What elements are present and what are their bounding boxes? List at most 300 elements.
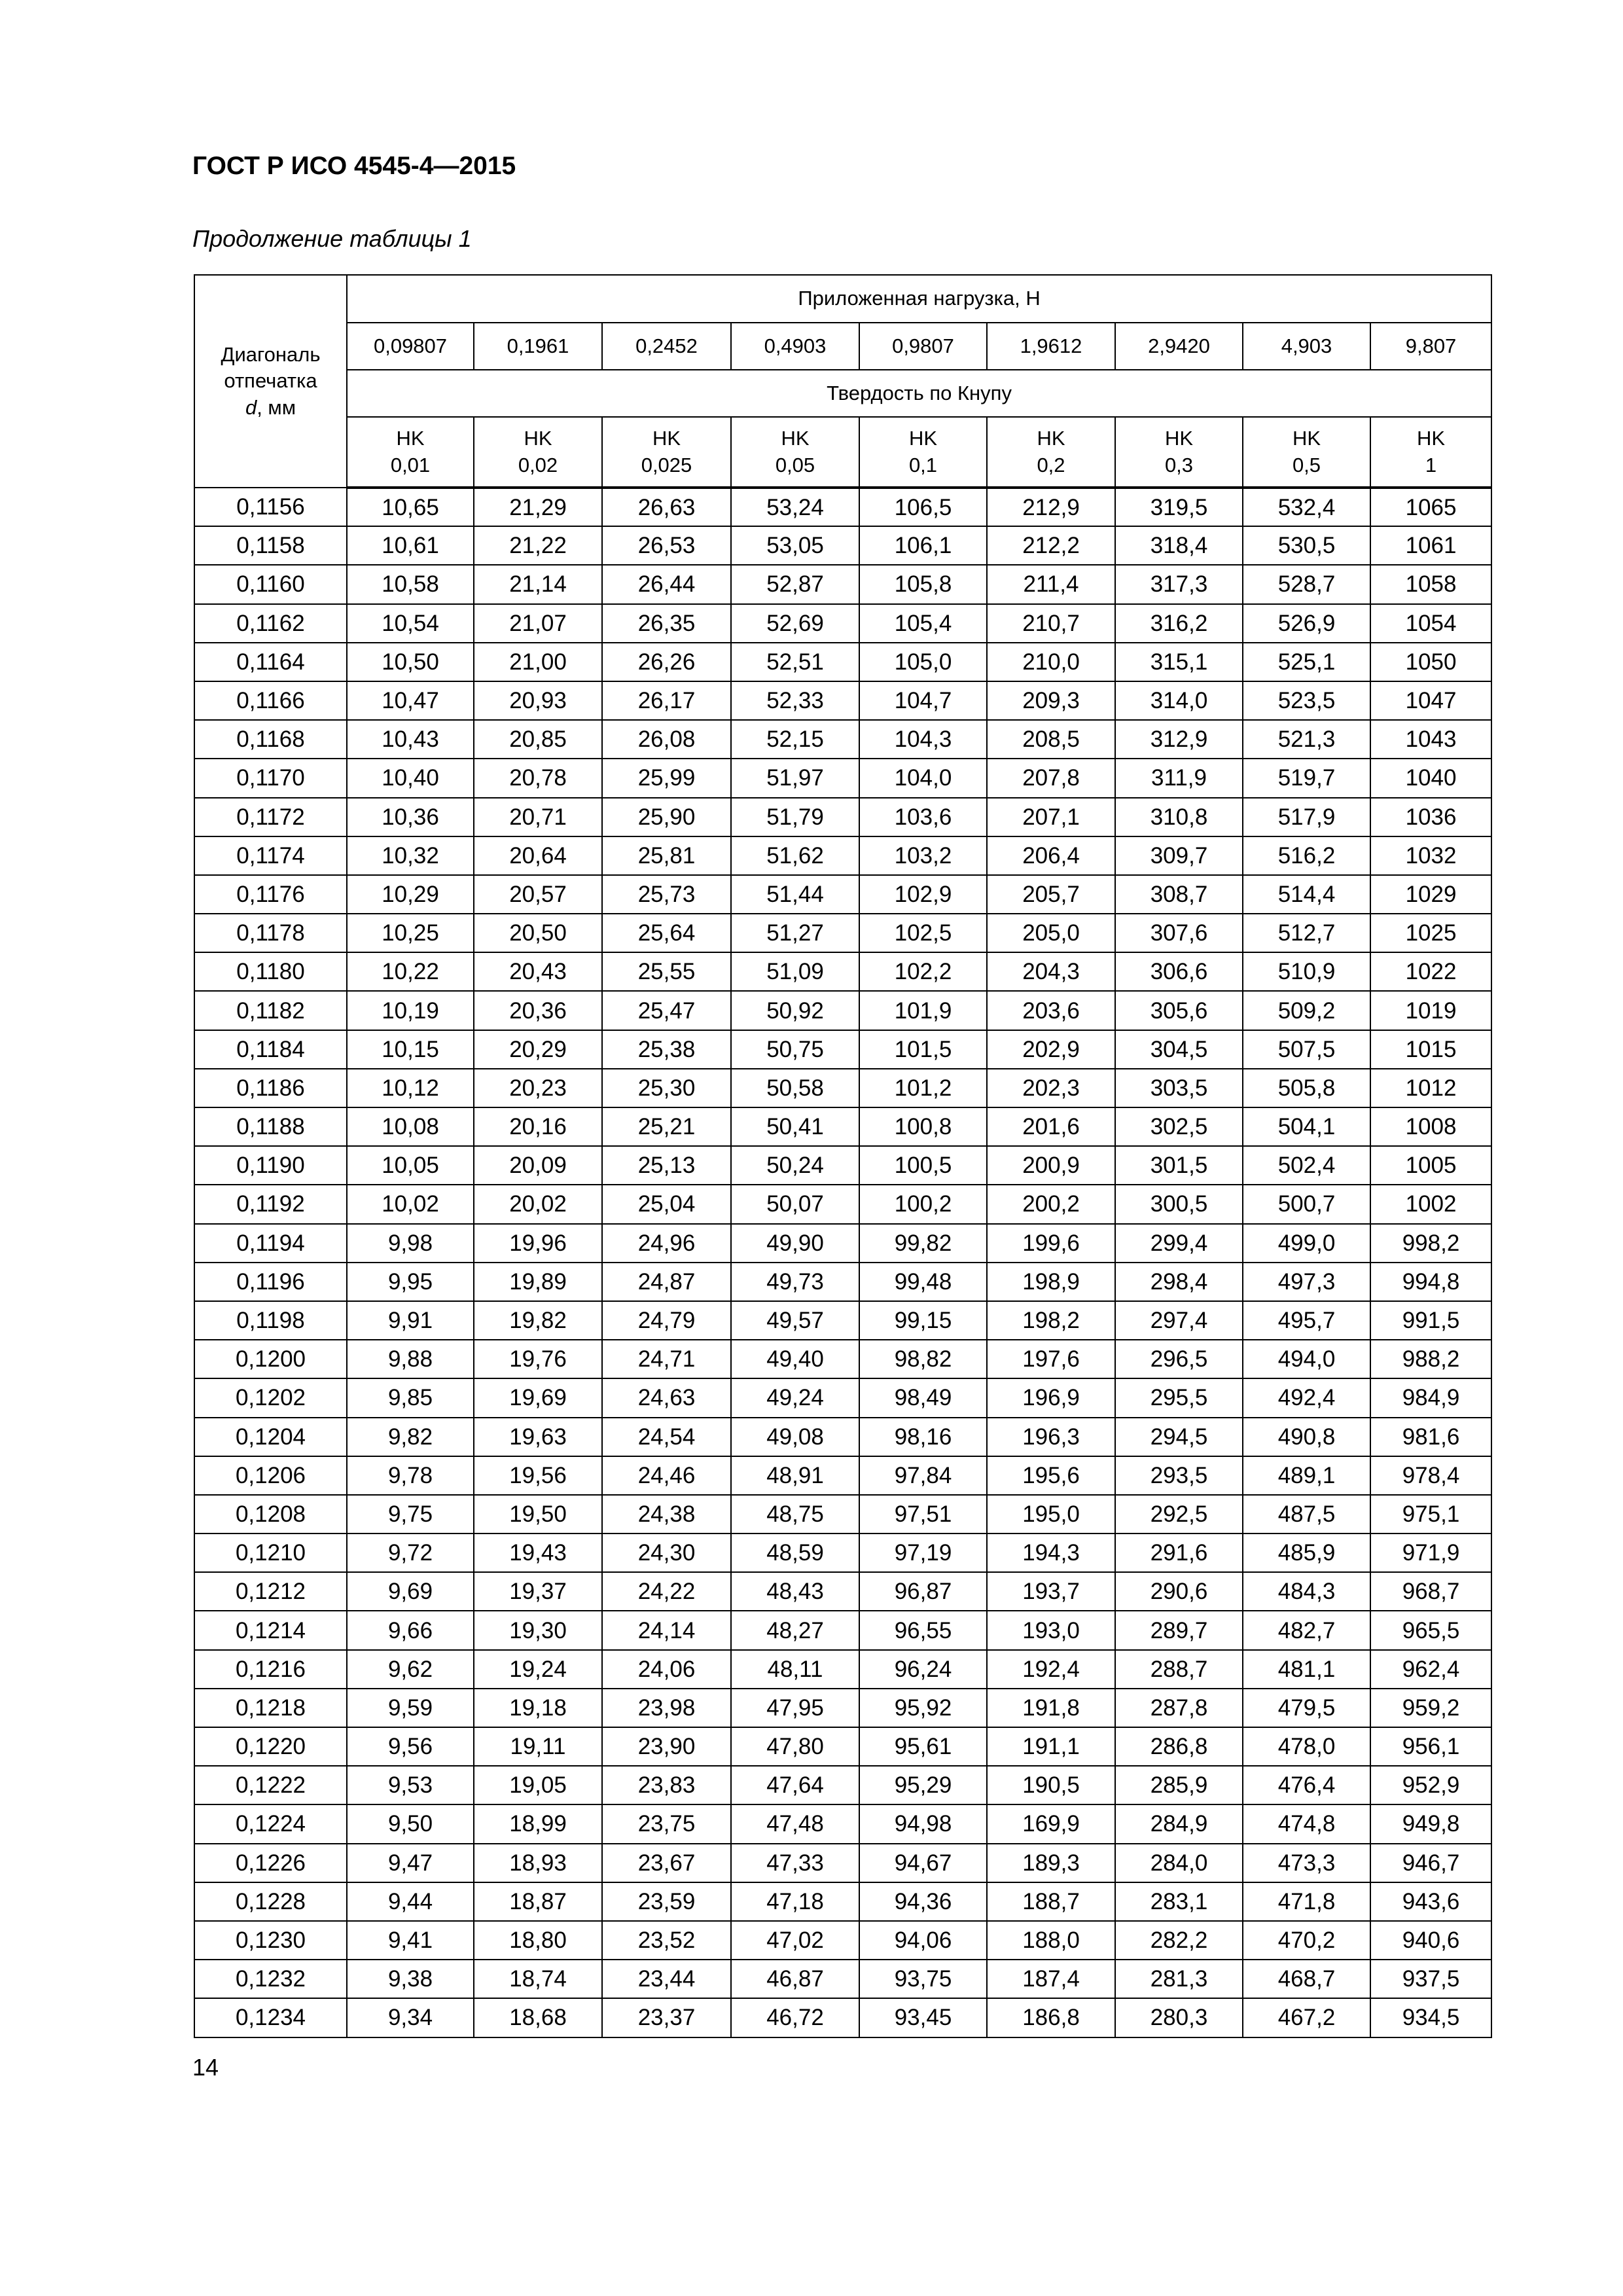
hardness-cell: 959,2 [1370, 1689, 1491, 1727]
diagonal-cell: 0,1216 [194, 1650, 347, 1689]
hardness-cell: 998,2 [1370, 1224, 1491, 1263]
diagonal-cell: 0,1218 [194, 1689, 347, 1727]
hardness-cell: 104,0 [859, 759, 987, 797]
hardness-cell: 962,4 [1370, 1650, 1491, 1689]
hardness-cell: 209,3 [987, 681, 1115, 720]
hardness-cell: 48,91 [731, 1456, 859, 1495]
diagonal-cell: 0,1176 [194, 875, 347, 914]
hardness-cell: 106,5 [859, 488, 987, 526]
hardness-cell: 49,08 [731, 1418, 859, 1456]
diagonal-cell: 0,1168 [194, 720, 347, 759]
hardness-cell: 51,62 [731, 836, 859, 875]
table-row [194, 643, 1491, 681]
hardness-cell: 48,11 [731, 1650, 859, 1689]
hardness-cell: 51,44 [731, 875, 859, 914]
hardness-cell: 48,27 [731, 1611, 859, 1649]
hardness-cell: 99,48 [859, 1263, 987, 1301]
hardness-cell: 19,30 [474, 1611, 602, 1649]
diagonal-cell: 0,1210 [194, 1534, 347, 1572]
hardness-cell: 468,7 [1243, 1960, 1370, 1998]
table-row [194, 1844, 1491, 1882]
diagonal-cell: 0,1212 [194, 1572, 347, 1611]
hardness-cell: 10,58 [347, 565, 474, 603]
hk-scale-cell [347, 417, 474, 488]
diagonal-cell: 0,1186 [194, 1069, 347, 1107]
table-row [194, 1727, 1491, 1766]
hardness-cell: 24,06 [602, 1650, 731, 1689]
hardness-cell: 1002 [1370, 1185, 1491, 1223]
hardness-cell: 47,64 [731, 1766, 859, 1804]
hardness-cell: 21,22 [474, 526, 602, 565]
hardness-cell: 975,1 [1370, 1495, 1491, 1534]
table-row [194, 1146, 1491, 1185]
hardness-cell: 200,9 [987, 1146, 1115, 1185]
hardness-cell: 301,5 [1115, 1146, 1243, 1185]
hardness-cell: 10,40 [347, 759, 474, 797]
table-row [194, 1030, 1491, 1069]
hardness-cell: 23,90 [602, 1727, 731, 1766]
hardness-cell: 307,6 [1115, 914, 1243, 952]
hardness-cell: 1040 [1370, 759, 1491, 797]
hardness-scales-row [194, 417, 1491, 488]
hardness-cell: 96,55 [859, 1611, 987, 1649]
hardness-cell: 9,91 [347, 1301, 474, 1340]
hardness-cell: 196,9 [987, 1378, 1115, 1417]
hardness-cell: 21,29 [474, 488, 602, 526]
hardness-cell: 24,71 [602, 1340, 731, 1378]
diagonal-cell: 0,1158 [194, 526, 347, 565]
table-row [194, 1882, 1491, 1921]
hardness-cell: 297,4 [1115, 1301, 1243, 1340]
diagonal-header-line2: отпечатка [224, 369, 317, 393]
hardness-cell: 50,92 [731, 991, 859, 1030]
hardness-cell: 101,5 [859, 1030, 987, 1069]
hardness-cell: 47,02 [731, 1921, 859, 1960]
hardness-cell: 195,0 [987, 1495, 1115, 1534]
hardness-cell: 212,9 [987, 488, 1115, 526]
hk-scale-symbol: HK [652, 427, 681, 450]
hardness-cell: 978,4 [1370, 1456, 1491, 1495]
diagonal-cell: 0,1202 [194, 1378, 347, 1417]
hardness-cell: 310,8 [1115, 798, 1243, 836]
hardness-cell: 102,5 [859, 914, 987, 952]
hardness-cell: 25,04 [602, 1185, 731, 1223]
table-row [194, 1921, 1491, 1960]
hardness-cell: 940,6 [1370, 1921, 1491, 1960]
hardness-cell: 10,47 [347, 681, 474, 720]
hk-scale-cell [474, 417, 602, 488]
hardness-cell: 497,3 [1243, 1263, 1370, 1301]
table-row [194, 1804, 1491, 1843]
hardness-cell: 23,59 [602, 1882, 731, 1921]
hardness-cell: 9,53 [347, 1766, 474, 1804]
hardness-cell: 10,12 [347, 1069, 474, 1107]
hardness-cell: 46,72 [731, 1998, 859, 2037]
table-row [194, 1650, 1491, 1689]
hk-scale-symbol: HK [1037, 427, 1065, 450]
hardness-cell: 10,22 [347, 952, 474, 991]
hardness-cell: 53,24 [731, 488, 859, 526]
hardness-cell: 19,89 [474, 1263, 602, 1301]
diagonal-cell: 0,1164 [194, 643, 347, 681]
hardness-cell: 988,2 [1370, 1340, 1491, 1378]
applied-load-header: Приложенная нагрузка, Н [347, 275, 1491, 323]
hardness-cell: 304,5 [1115, 1030, 1243, 1069]
table-row [194, 836, 1491, 875]
hardness-cell: 505,8 [1243, 1069, 1370, 1107]
hardness-cell: 46,87 [731, 1960, 859, 1998]
hardness-cell: 20,50 [474, 914, 602, 952]
hardness-cell: 10,50 [347, 643, 474, 681]
hardness-cell: 507,5 [1243, 1030, 1370, 1069]
diagonal-cell: 0,1190 [194, 1146, 347, 1185]
hk-scale-cell [731, 417, 859, 488]
hk-scale-symbol: HK [396, 427, 425, 450]
diagonal-cell: 0,1196 [194, 1263, 347, 1301]
hardness-cell: 202,3 [987, 1069, 1115, 1107]
hardness-cell: 292,5 [1115, 1495, 1243, 1534]
hardness-cell: 984,9 [1370, 1378, 1491, 1417]
hardness-cell: 101,9 [859, 991, 987, 1030]
hardness-cell: 210,0 [987, 643, 1115, 681]
table-row [194, 1418, 1491, 1456]
hardness-cell: 102,9 [859, 875, 987, 914]
diagonal-cell: 0,1192 [194, 1185, 347, 1223]
hardness-cell: 288,7 [1115, 1650, 1243, 1689]
diagonal-cell: 0,1198 [194, 1301, 347, 1340]
diagonal-cell: 0,1224 [194, 1804, 347, 1843]
hardness-cell: 99,15 [859, 1301, 987, 1340]
hardness-cell: 9,78 [347, 1456, 474, 1495]
hardness-cell: 516,2 [1243, 836, 1370, 875]
hardness-cell: 193,0 [987, 1611, 1115, 1649]
hardness-cell: 198,2 [987, 1301, 1115, 1340]
hardness-cell: 49,90 [731, 1224, 859, 1263]
hardness-cell: 299,4 [1115, 1224, 1243, 1263]
hardness-cell: 204,3 [987, 952, 1115, 991]
table-row [194, 1340, 1491, 1378]
hardness-cell: 19,56 [474, 1456, 602, 1495]
hardness-cell: 10,02 [347, 1185, 474, 1223]
hardness-cell: 1012 [1370, 1069, 1491, 1107]
load-value-cell: 4,903 [1243, 323, 1370, 370]
hardness-cell: 492,4 [1243, 1378, 1370, 1417]
hardness-cell: 303,5 [1115, 1069, 1243, 1107]
hardness-cell: 317,3 [1115, 565, 1243, 603]
hardness-cell: 284,0 [1115, 1844, 1243, 1882]
hardness-cell: 319,5 [1115, 488, 1243, 526]
hardness-cell: 98,16 [859, 1418, 987, 1456]
diagonal-header-line1: Диагональ [221, 343, 321, 367]
hardness-cell: 53,05 [731, 526, 859, 565]
hardness-cell: 1050 [1370, 643, 1491, 681]
hardness-cell: 302,5 [1115, 1107, 1243, 1146]
hardness-cell: 98,49 [859, 1378, 987, 1417]
hardness-cell: 1047 [1370, 681, 1491, 720]
hardness-cell: 284,9 [1115, 1804, 1243, 1843]
hardness-cell: 1065 [1370, 488, 1491, 526]
hardness-cell: 479,5 [1243, 1689, 1370, 1727]
hardness-cell: 525,1 [1243, 643, 1370, 681]
hardness-cell: 100,2 [859, 1185, 987, 1223]
hardness-cell: 95,29 [859, 1766, 987, 1804]
hardness-cell: 9,98 [347, 1224, 474, 1263]
hardness-cell: 189,3 [987, 1844, 1115, 1882]
diagonal-cell: 0,1208 [194, 1495, 347, 1534]
hk-scale-value: 1 [1425, 453, 1437, 476]
hardness-cell: 18,93 [474, 1844, 602, 1882]
hardness-cell: 20,29 [474, 1030, 602, 1069]
diagonal-cell: 0,1174 [194, 836, 347, 875]
table-row [194, 1069, 1491, 1107]
table-row [194, 1378, 1491, 1417]
hardness-cell: 94,36 [859, 1882, 987, 1921]
hardness-cell: 1015 [1370, 1030, 1491, 1069]
hardness-cell: 19,76 [474, 1340, 602, 1378]
hardness-cell: 9,50 [347, 1804, 474, 1843]
diagonal-cell: 0,1170 [194, 759, 347, 797]
hardness-cell: 93,75 [859, 1960, 987, 1998]
diagonal-cell: 0,1156 [194, 488, 347, 526]
hardness-cell: 309,7 [1115, 836, 1243, 875]
hardness-cell: 23,83 [602, 1766, 731, 1804]
load-values-row [194, 323, 1491, 370]
hardness-cell: 188,7 [987, 1882, 1115, 1921]
hardness-cell: 186,8 [987, 1998, 1115, 2037]
hardness-cell: 484,3 [1243, 1572, 1370, 1611]
hardness-cell: 494,0 [1243, 1340, 1370, 1378]
hardness-cell: 21,00 [474, 643, 602, 681]
hardness-cell: 530,5 [1243, 526, 1370, 565]
hardness-cell: 495,7 [1243, 1301, 1370, 1340]
load-value-cell: 0,1961 [474, 323, 602, 370]
hardness-cell: 50,58 [731, 1069, 859, 1107]
hk-scale-value: 0,1 [908, 453, 938, 476]
hardness-cell: 10,08 [347, 1107, 474, 1146]
hardness-cell: 287,8 [1115, 1689, 1243, 1727]
hardness-cell: 94,06 [859, 1921, 987, 1960]
hardness-cell: 194,3 [987, 1534, 1115, 1572]
hardness-cell: 192,4 [987, 1650, 1115, 1689]
hardness-cell: 105,0 [859, 643, 987, 681]
hardness-cell: 1036 [1370, 798, 1491, 836]
hardness-cell: 49,57 [731, 1301, 859, 1340]
hardness-cell: 476,4 [1243, 1766, 1370, 1804]
table-header [194, 275, 1491, 488]
hardness-cell: 9,85 [347, 1378, 474, 1417]
table-row [194, 565, 1491, 603]
hardness-cell: 316,2 [1115, 604, 1243, 643]
hardness-cell: 24,22 [602, 1572, 731, 1611]
hardness-cell: 50,75 [731, 1030, 859, 1069]
hardness-cell: 101,2 [859, 1069, 987, 1107]
hardness-cell: 286,8 [1115, 1727, 1243, 1766]
knoop-hardness-table [194, 274, 1492, 2038]
hardness-cell: 20,57 [474, 875, 602, 914]
hardness-cell: 9,62 [347, 1650, 474, 1689]
knoop-hardness-header: Твердость по Кнупу [347, 370, 1491, 417]
hardness-cell: 10,54 [347, 604, 474, 643]
hardness-cell: 25,13 [602, 1146, 731, 1185]
hardness-cell: 10,61 [347, 526, 474, 565]
hardness-cell: 169,9 [987, 1804, 1115, 1843]
load-value-cell: 0,2452 [602, 323, 731, 370]
document-title: ГОСТ Р ИСО 4545-4—2015 [192, 152, 516, 180]
hardness-cell: 1022 [1370, 952, 1491, 991]
hardness-cell: 195,6 [987, 1456, 1115, 1495]
hardness-cell: 532,4 [1243, 488, 1370, 526]
hk-scale-symbol: HK [1164, 427, 1194, 450]
hardness-cell: 25,47 [602, 991, 731, 1030]
hardness-cell: 290,6 [1115, 1572, 1243, 1611]
hardness-cell: 188,0 [987, 1921, 1115, 1960]
hardness-cell: 9,56 [347, 1727, 474, 1766]
hardness-cell: 48,75 [731, 1495, 859, 1534]
hardness-cell: 9,69 [347, 1572, 474, 1611]
hardness-cell: 100,5 [859, 1146, 987, 1185]
table-row [194, 604, 1491, 643]
hardness-cell: 10,32 [347, 836, 474, 875]
hardness-cell: 26,53 [602, 526, 731, 565]
hardness-cell: 20,36 [474, 991, 602, 1030]
hardness-cell: 19,24 [474, 1650, 602, 1689]
hardness-cell: 104,3 [859, 720, 987, 759]
diagonal-cell: 0,1226 [194, 1844, 347, 1882]
hardness-cell: 521,3 [1243, 720, 1370, 759]
hardness-cell: 949,8 [1370, 1804, 1491, 1843]
hardness-cell: 25,99 [602, 759, 731, 797]
diagonal-cell: 0,1184 [194, 1030, 347, 1069]
hardness-cell: 478,0 [1243, 1727, 1370, 1766]
table-row [194, 1185, 1491, 1223]
hardness-cell: 24,96 [602, 1224, 731, 1263]
load-value-cell: 1,9612 [987, 323, 1115, 370]
hardness-cell: 96,24 [859, 1650, 987, 1689]
hk-scale-cell [987, 417, 1115, 488]
hardness-cell: 25,64 [602, 914, 731, 952]
hardness-cell: 197,6 [987, 1340, 1115, 1378]
table-row [194, 1534, 1491, 1572]
hardness-cell: 24,14 [602, 1611, 731, 1649]
hardness-cell: 25,81 [602, 836, 731, 875]
load-value-cell: 0,9807 [859, 323, 987, 370]
hardness-cell: 471,8 [1243, 1882, 1370, 1921]
hardness-cell: 25,21 [602, 1107, 731, 1146]
hardness-cell: 47,48 [731, 1804, 859, 1843]
hardness-cell: 308,7 [1115, 875, 1243, 914]
hardness-cell: 490,8 [1243, 1418, 1370, 1456]
hardness-cell: 318,4 [1115, 526, 1243, 565]
hardness-cell: 10,19 [347, 991, 474, 1030]
hardness-cell: 1025 [1370, 914, 1491, 952]
hardness-cell: 23,98 [602, 1689, 731, 1727]
diagonal-cell: 0,1222 [194, 1766, 347, 1804]
hardness-cell: 19,50 [474, 1495, 602, 1534]
hardness-cell: 10,15 [347, 1030, 474, 1069]
hardness-cell: 97,84 [859, 1456, 987, 1495]
hardness-cell: 47,95 [731, 1689, 859, 1727]
table-row [194, 914, 1491, 952]
hardness-cell: 51,27 [731, 914, 859, 952]
diagonal-cell: 0,1160 [194, 565, 347, 603]
diagonal-cell: 0,1182 [194, 991, 347, 1030]
hardness-cell: 18,80 [474, 1921, 602, 1960]
hardness-cell: 52,69 [731, 604, 859, 643]
hardness-cell: 502,4 [1243, 1146, 1370, 1185]
hardness-cell: 295,5 [1115, 1378, 1243, 1417]
hardness-cell: 943,6 [1370, 1882, 1491, 1921]
table-row [194, 875, 1491, 914]
hardness-cell: 93,45 [859, 1998, 987, 2037]
hardness-cell: 208,5 [987, 720, 1115, 759]
hardness-cell: 26,17 [602, 681, 731, 720]
hardness-cell: 280,3 [1115, 1998, 1243, 2037]
hardness-cell: 9,88 [347, 1340, 474, 1378]
hardness-cell: 981,6 [1370, 1418, 1491, 1456]
hardness-cell: 23,44 [602, 1960, 731, 1998]
hardness-cell: 19,82 [474, 1301, 602, 1340]
hk-scale-symbol: HK [524, 427, 552, 450]
table-row [194, 1495, 1491, 1534]
hardness-cell: 26,63 [602, 488, 731, 526]
diagonal-cell: 0,1220 [194, 1727, 347, 1766]
hardness-cell: 1058 [1370, 565, 1491, 603]
hardness-cell: 1005 [1370, 1146, 1491, 1185]
hk-scale-symbol: HK [781, 427, 810, 450]
hardness-cell: 1019 [1370, 991, 1491, 1030]
hardness-cell: 18,74 [474, 1960, 602, 1998]
table-caption: Продолжение таблицы 1 [192, 225, 472, 252]
hardness-cell: 298,4 [1115, 1263, 1243, 1301]
hk-scale-cell [1243, 417, 1370, 488]
hardness-cell: 19,18 [474, 1689, 602, 1727]
hardness-cell: 25,55 [602, 952, 731, 991]
hardness-cell: 103,6 [859, 798, 987, 836]
hardness-cell: 190,5 [987, 1766, 1115, 1804]
hardness-cell: 504,1 [1243, 1107, 1370, 1146]
hk-scale-value: 0,2 [1037, 453, 1065, 476]
hardness-cell: 482,7 [1243, 1611, 1370, 1649]
hardness-cell: 18,87 [474, 1882, 602, 1921]
hardness-cell: 19,11 [474, 1727, 602, 1766]
table-row [194, 991, 1491, 1030]
hardness-cell: 52,51 [731, 643, 859, 681]
hardness-cell: 965,5 [1370, 1611, 1491, 1649]
hardness-cell: 191,8 [987, 1689, 1115, 1727]
hardness-cell: 283,1 [1115, 1882, 1243, 1921]
hardness-cell: 19,43 [474, 1534, 602, 1572]
hk-scale-symbol: HK [908, 427, 938, 450]
table-row [194, 1998, 1491, 2037]
hardness-cell: 212,2 [987, 526, 1115, 565]
hardness-cell: 199,6 [987, 1224, 1115, 1263]
hardness-cell: 1029 [1370, 875, 1491, 914]
hardness-cell: 510,9 [1243, 952, 1370, 991]
hardness-cell: 20,71 [474, 798, 602, 836]
hardness-cell: 52,33 [731, 681, 859, 720]
table-row [194, 1766, 1491, 1804]
hardness-cell: 1061 [1370, 526, 1491, 565]
diagonal-cell: 0,1178 [194, 914, 347, 952]
hardness-cell: 193,7 [987, 1572, 1115, 1611]
page-number: 14 [192, 2054, 219, 2081]
hardness-cell: 26,44 [602, 565, 731, 603]
hardness-cell: 9,72 [347, 1534, 474, 1572]
hardness-cell: 968,7 [1370, 1572, 1491, 1611]
table-row [194, 1960, 1491, 1998]
hardness-cell: 19,37 [474, 1572, 602, 1611]
hardness-cell: 196,3 [987, 1418, 1115, 1456]
